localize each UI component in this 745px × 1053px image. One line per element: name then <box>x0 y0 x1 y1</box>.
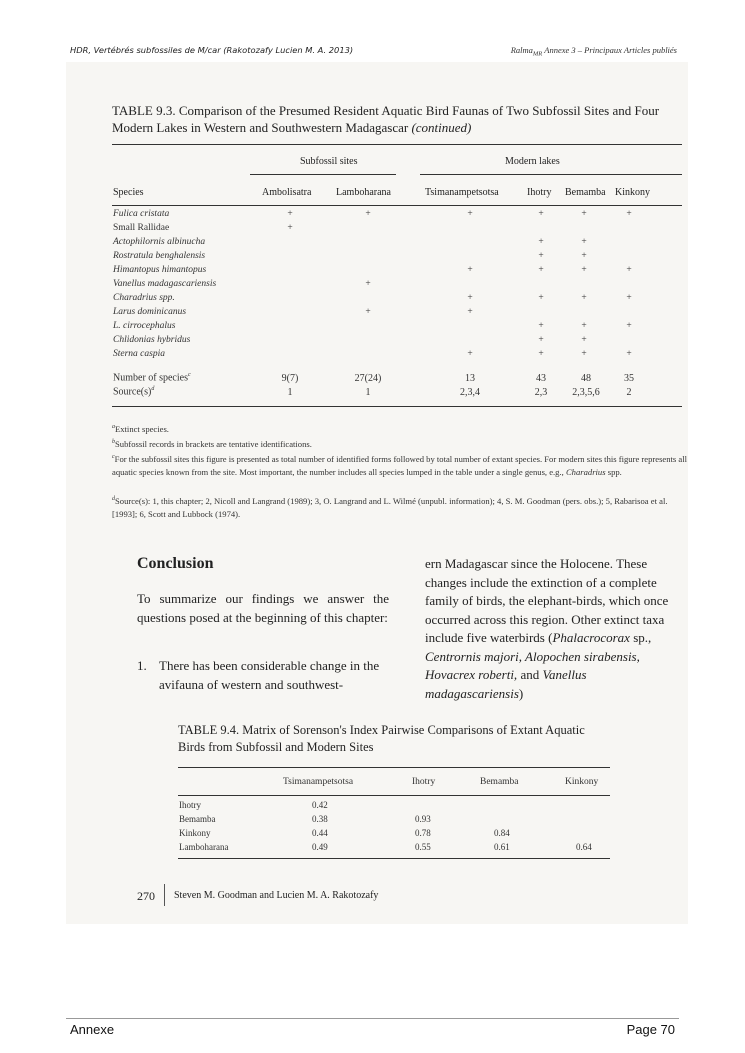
table-cell: + <box>287 209 293 219</box>
species-header: Species <box>113 187 144 198</box>
table-cell: + <box>287 223 293 233</box>
species-name: Larus dominicanus <box>113 307 187 317</box>
footer-page-number: Page 70 <box>626 1022 675 1037</box>
t94-cell: 0.49 <box>312 842 328 852</box>
header-rule <box>112 205 682 206</box>
t94-cell: 0.55 <box>415 842 431 852</box>
num-species-value: 48 <box>581 373 591 384</box>
source-value: 2,3,4 <box>460 387 480 398</box>
table-cell: + <box>626 209 632 219</box>
table-cell: + <box>581 293 587 303</box>
t94-cell: 0.84 <box>494 828 510 838</box>
table-9-4-top-rule <box>178 767 610 768</box>
conclusion-heading: Conclusion <box>137 555 214 572</box>
num-species-value: 43 <box>536 373 546 384</box>
t94-row-label: Lamboharana <box>179 842 229 852</box>
table-cell: + <box>538 209 544 219</box>
table-cell: + <box>581 251 587 261</box>
species-name: Sterna caspia <box>113 349 165 359</box>
t94-col-bemamba: Bemamba <box>480 777 519 787</box>
group-modern-lakes: Modern lakes <box>505 156 560 167</box>
species-name: Charadrius spp. <box>113 293 175 303</box>
group-rule-modern <box>420 174 682 175</box>
col-ambolisatra: Ambolisatra <box>262 187 312 198</box>
t94-cell: 0.42 <box>312 800 328 810</box>
table-cell: + <box>626 321 632 331</box>
conclusion-item-number: 1. <box>137 658 147 673</box>
table-cell: + <box>538 251 544 261</box>
table-9-4-bottom-rule <box>178 858 610 859</box>
t94-col-tsimanampetsotsa: Tsimanampetsotsa <box>283 777 354 787</box>
table-cell: + <box>581 209 587 219</box>
t94-cell: 0.38 <box>312 814 328 824</box>
group-subfossil-sites: Subfossil sites <box>300 156 358 167</box>
source-value: 2,3,5,6 <box>572 387 600 398</box>
book-footer-authors: Steven M. Goodman and Lucien M. A. Rakotozafy <box>174 890 379 901</box>
t94-cell: 0.64 <box>576 842 592 852</box>
conclusion-right-column: ern Madagascar since the Holocene. These changes include the extinction of a complete family of birds, the elephant-birds, which once occurred across this region. Other extinct taxa include five waterbirds (Phalacrocorax sp., Centrornis majori, Alopochen sirabensis, Hovacrex roberti, and Vanellus madagascariensis) <box>425 556 669 701</box>
table-cell: + <box>467 209 473 219</box>
book-page-number: 270 <box>137 889 155 903</box>
t94-row-label: Bemamba <box>179 814 216 824</box>
footer-left: Annexe <box>70 1022 115 1037</box>
t94-cell: 0.78 <box>415 828 431 838</box>
number-of-species-label: Number of species$^c$ <box>113 372 191 384</box>
table-cell: + <box>365 209 371 219</box>
table-cell: + <box>467 349 473 359</box>
t94-row-label: Ihotry <box>179 800 201 810</box>
table-cell: + <box>538 335 544 345</box>
source-value: 2,3 <box>534 387 548 398</box>
table-bottom-rule <box>112 406 682 407</box>
table-cell: + <box>581 335 587 345</box>
col-kinkony: Kinkony <box>615 187 650 198</box>
table-cell: + <box>581 321 587 331</box>
table-cell: + <box>626 293 632 303</box>
t94-col-ihotry: Ihotry <box>412 777 436 787</box>
num-species-value: 13 <box>465 373 475 384</box>
group-rule-subfossil <box>250 174 396 175</box>
footnote-c: $^c$For the subfossil sites this figure is presented as total number of identified forms followed by total number of extant species. For modern sites this figure represents all aquatic species known from the site. Most important, the number includes all species lumped in the table under a single genus, e.g., Charadrius spp. <box>112 453 687 477</box>
footnote-a: $^a$Extinct species. <box>112 423 169 434</box>
table-9-4-title: TABLE 9.4. Matrix of Sorenson's Index Pairwise Comparisons of Extant Aquatic Birds from Subfossil and Modern Sites <box>178 723 585 754</box>
table-9-4-header-rule <box>178 795 610 796</box>
source-value: 2 <box>626 387 632 398</box>
footer-rule <box>66 1018 679 1019</box>
t94-row-label: Kinkony <box>179 828 211 838</box>
footnote-b: $^b$Subfossil records in brackets are tentative identifications. <box>112 438 312 449</box>
species-name: Small Rallidae <box>113 223 170 233</box>
table-cell: + <box>581 265 587 275</box>
species-name: L. cirrocephalus <box>113 321 176 331</box>
source-value: 1 <box>365 387 371 398</box>
table-cell: + <box>365 279 371 289</box>
species-name: Fulica cristata <box>113 209 170 219</box>
species-name: Chlidonias hybridus <box>113 335 191 345</box>
table-cell: + <box>581 349 587 359</box>
num-species-value: 35 <box>624 373 634 384</box>
t94-col-kinkony: Kinkony <box>565 777 599 787</box>
t94-cell: 0.44 <box>312 828 328 838</box>
table-cell: + <box>626 349 632 359</box>
t94-cell: 0.61 <box>494 842 510 852</box>
source-value: 1 <box>287 387 293 398</box>
num-species-value: 27(24) <box>354 373 382 384</box>
table-cell: + <box>581 237 587 247</box>
species-name: Rostratula benghalensis <box>113 251 206 261</box>
table-top-rule <box>112 144 682 145</box>
table-cell: + <box>538 237 544 247</box>
col-lamboharana: Lamboharana <box>336 187 391 198</box>
species-name: Actophilornis albinucha <box>113 237 206 247</box>
conclusion-intro: To summarize our findings we answer the questions posed at the beginning of this chapter: <box>137 591 389 625</box>
t94-cell: 0.93 <box>415 814 431 824</box>
table-cell: + <box>538 321 544 331</box>
running-header-left: HDR, Vertébrés subfossiles de M/car (Rakotozafy Lucien M. A. 2013) <box>70 45 354 55</box>
conclusion-item-text: There has been considerable change in the avifauna of western and southwest- <box>159 658 380 692</box>
table-cell: + <box>626 265 632 275</box>
footnote-d: $^d$Source(s): 1, this chapter; 2, Nicoll and Langrand (1989); 3, O. Langrand and L. Wilmé (unpubl. information); 4, S. M. Goodman (pers. obs.); 5, Rabarisoa et al. [1993]; 6, Scott and Lubbock (1974). <box>112 495 668 519</box>
book-footer-separator <box>164 884 165 906</box>
table-9-3-title: TABLE 9.3. Comparison of the Presumed Resident Aquatic Bird Faunas of Two Subfossil Sites and Four Modern Lakes in Western and Southwestern Madagascar (continued) <box>112 103 660 135</box>
sources-label: $Source(s)^d$ <box>113 386 155 398</box>
species-name: Vanellus madagascariensis <box>113 279 217 289</box>
table-cell: + <box>538 293 544 303</box>
table-cell: + <box>467 293 473 303</box>
running-header-right: Ralma$_{MR}$ Annexe 3 – Principaux Articles publiés <box>510 45 677 58</box>
table-cell: + <box>538 349 544 359</box>
table-cell: + <box>538 265 544 275</box>
table-cell: + <box>467 265 473 275</box>
col-tsimanampetsotsa: Tsimanampetsotsa <box>425 187 499 198</box>
table-cell: + <box>365 307 371 317</box>
num-species-value: 9(7) <box>281 373 299 384</box>
col-ihotry: Ihotry <box>527 187 552 198</box>
col-bemamba: Bemamba <box>565 187 606 198</box>
species-name: Himantopus himantopus <box>113 265 207 275</box>
table-cell: + <box>467 307 473 317</box>
